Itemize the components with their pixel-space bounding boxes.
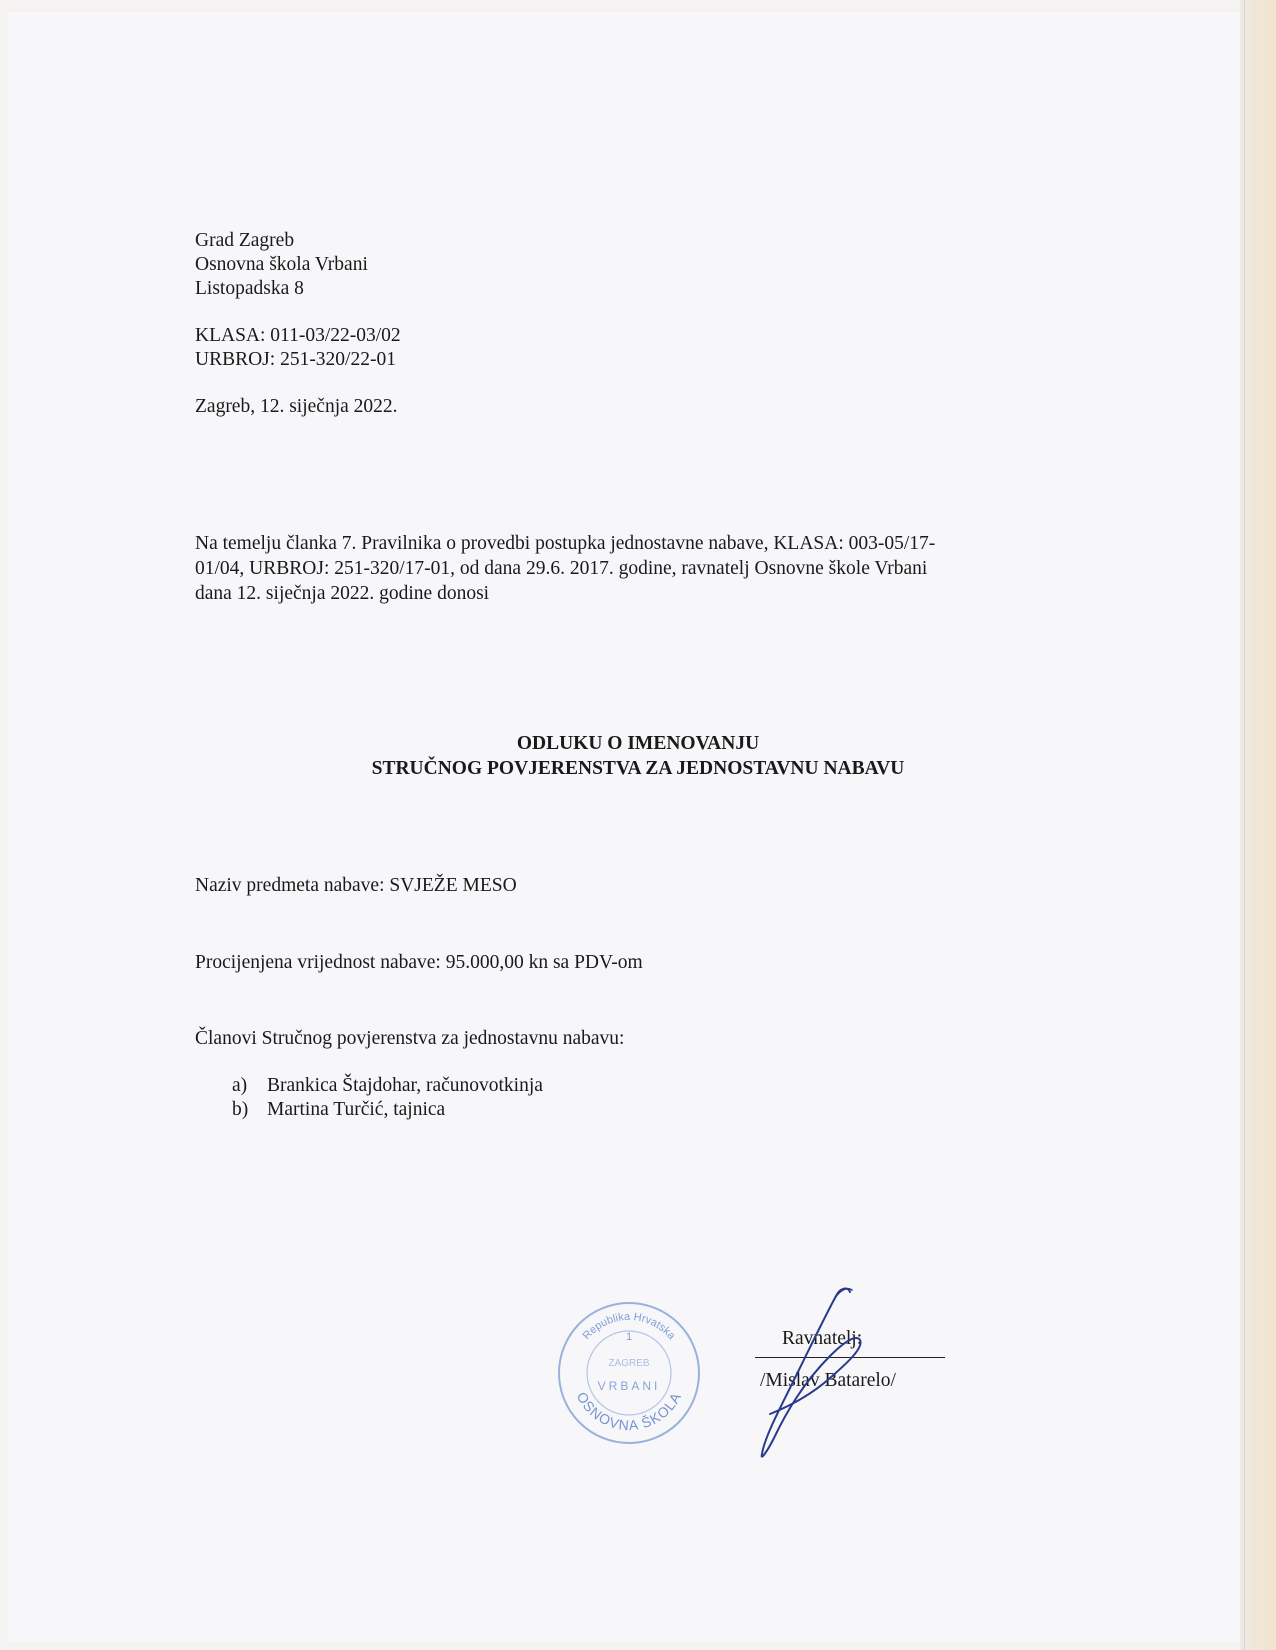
signature-role: Ravnatelj: [782, 1328, 863, 1349]
school-stamp [554, 1298, 704, 1448]
scan-edge-line [1244, 0, 1245, 1650]
header-city: Grad Zagreb [195, 230, 295, 251]
document-subtitle: STRUČNOG POVJERENSTVA ZA JEDNOSTAVNU NABAVU [371, 758, 905, 779]
member-name: Martina Turčić, tajnica [267, 1099, 446, 1120]
members-heading: Članovi Stručnog povjerenstva za jednostavnu nabavu: [195, 1028, 625, 1049]
stamp-city: ZAGREB [608, 1358, 650, 1369]
header-address: Listopadska 8 [195, 278, 304, 299]
list-item [232, 1074, 543, 1098]
document-title: ODLUKU O IMENOVANJU [516, 733, 760, 754]
intro-paragraph-line: dana 12. siječnja 2022. godine donosi [195, 583, 490, 604]
list-item [232, 1098, 445, 1122]
handwritten-signature [740, 1282, 900, 1462]
list-marker: a) [232, 1075, 248, 1096]
subject-line: Naziv predmeta nabave: SVJEŽE MESO [195, 875, 517, 896]
scan-edge [1240, 0, 1276, 1650]
member-name: Brankica Štajdohar, računovotkinja [267, 1075, 543, 1096]
stamp-outer-top: Republika Hrvatska [580, 1310, 678, 1343]
reference-klasa: KLASA: 011-03/22-03/02 [195, 325, 401, 346]
reference-urbroj: URBROJ: 251-320/22-01 [195, 349, 396, 370]
date-line: Zagreb, 12. siječnja 2022. [195, 396, 398, 417]
header-school: Osnovna škola Vrbani [195, 254, 368, 275]
value-line: Procijenjena vrijednost nabave: 95.000,00 kn sa PDV-om [195, 952, 643, 973]
intro-paragraph [195, 531, 1015, 606]
signature-name: /Mislav Batarelo/ [760, 1370, 896, 1391]
stamp-outer-bottom: OSNOVNA ŠKOLA [573, 1389, 685, 1434]
stamp-number: 1 [625, 1331, 633, 1343]
intro-paragraph-line: 01/04, URBROJ: 251-320/17-01, od dana 29.6. 2017. godine, ravnatelj Osnovne škole Vrbani [195, 558, 928, 579]
list-marker: b) [232, 1099, 249, 1120]
intro-paragraph-line: Na temelju članka 7. Pravilnika o provedbi postupka jednostavne nabave, KLASA: 003-05/17- [195, 533, 936, 554]
stamp-middle: VRBANI [597, 1379, 661, 1393]
